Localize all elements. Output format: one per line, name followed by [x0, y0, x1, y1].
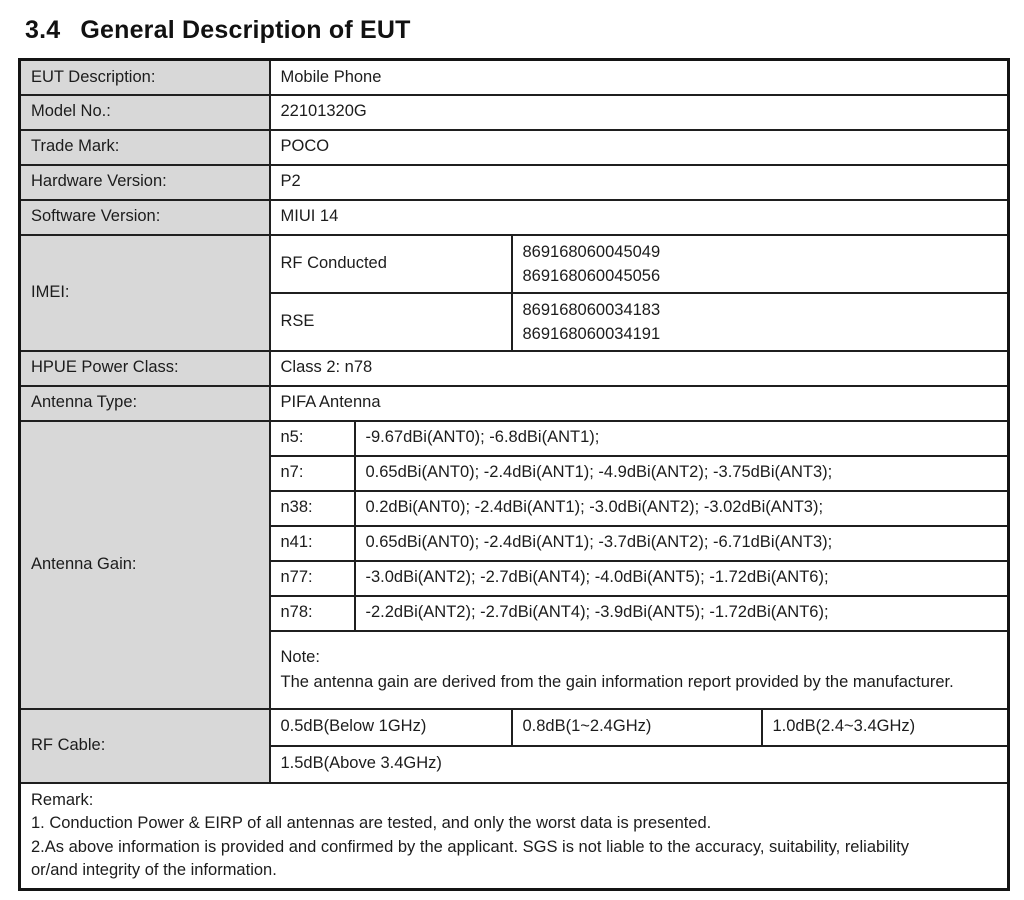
trade-mark-label: Trade Mark: [20, 130, 270, 165]
hardware-version-label: Hardware Version: [20, 165, 270, 200]
gain-values-n5: -9.67dBi(ANT0); -6.8dBi(ANT1); [355, 421, 1009, 456]
imei-rf-conducted-values [512, 235, 1009, 293]
gain-values-n7: 0.65dBi(ANT0); -2.4dBi(ANT1); -4.9dBi(ANT2); -3.75dBi(ANT3); [355, 456, 1009, 491]
gain-band-n77: n77: [270, 561, 355, 596]
gain-band-n41: n41: [270, 526, 355, 561]
imei-number: 869168060045049 [522, 242, 661, 261]
table-row-imei-rf-conducted [20, 235, 1009, 293]
imei-rse-type: RSE [270, 293, 512, 351]
table-row-trade-mark [20, 130, 1009, 165]
software-version-value: MIUI 14 [270, 200, 1009, 235]
rf-cable-2-4-3-4ghz: 1.0dB(2.4~3.4GHz) [762, 709, 1009, 746]
trade-mark-value: POCO [270, 130, 1009, 165]
antenna-gain-label: Antenna Gain: [20, 421, 270, 709]
table-row-software-version [20, 200, 1009, 235]
hpue-power-class-label: HPUE Power Class: [20, 351, 270, 386]
imei-rse-values [512, 293, 1009, 351]
table-row-rf-cable-1 [20, 709, 1009, 746]
imei-number: 869168060034191 [522, 324, 661, 343]
hpue-power-class-value: Class 2: n78 [270, 351, 1009, 386]
imei-rf-conducted-type: RF Conducted [270, 235, 512, 293]
table-row-model-no [20, 95, 1009, 130]
section-number: 3.4 [25, 16, 61, 44]
imei-label: IMEI: [20, 235, 270, 351]
remark-item-1: 1. Conduction Power & EIRP of all antennas are tested, and only the worst data is presented. [31, 814, 712, 832]
imei-number: 869168060034183 [522, 300, 661, 319]
note-body: The antenna gain are derived from the gain information report provided by the manufacturer. [280, 672, 954, 691]
remark-title: Remark: [31, 790, 94, 809]
antenna-type-value: PIFA Antenna [270, 386, 1009, 421]
gain-band-n78: n78: [270, 596, 355, 631]
hardware-version-value: P2 [270, 165, 1009, 200]
section-title-text: General Description of EUT [80, 16, 411, 44]
gain-values-n38: 0.2dBi(ANT0); -2.4dBi(ANT1); -3.0dBi(ANT2); -3.02dBi(ANT3); [355, 491, 1009, 526]
rf-cable-below-1ghz: 0.5dB(Below 1GHz) [270, 709, 512, 746]
model-no-label: Model No.: [20, 95, 270, 130]
gain-band-n38: n38: [270, 491, 355, 526]
gain-values-n77: -3.0dBi(ANT2); -2.7dBi(ANT4); -4.0dBi(ANT5); -1.72dBi(ANT6); [355, 561, 1009, 596]
antenna-gain-note [270, 631, 1009, 709]
table-row-hpue-power-class [20, 351, 1009, 386]
rf-cable-above-3-4ghz: 1.5dB(Above 3.4GHz) [270, 746, 1009, 783]
remark-item-2: 2.As above information is provided and confirmed by the applicant. SGS is not liable to the accuracy, suitability, reliability or/and integrity of the information. [31, 837, 910, 879]
model-no-value: 22101320G [270, 95, 1009, 130]
table-row-hardware-version [20, 165, 1009, 200]
gain-band-n5: n5: [270, 421, 355, 456]
table-row-remark [20, 783, 1009, 890]
table-row-eut-description [20, 60, 1009, 95]
eut-description-label: EUT Description: [20, 60, 270, 95]
table-row-antenna-type [20, 386, 1009, 421]
eut-description-table [18, 58, 1010, 891]
imei-number: 869168060045056 [522, 266, 661, 285]
table-row-gain-n5 [20, 421, 1009, 456]
antenna-type-label: Antenna Type: [20, 386, 270, 421]
page-title [25, 16, 1010, 45]
remark-block [20, 783, 1009, 890]
software-version-label: Software Version: [20, 200, 270, 235]
eut-description-value: Mobile Phone [270, 60, 1009, 95]
rf-cable-label: RF Cable: [20, 709, 270, 783]
gain-values-n78: -2.2dBi(ANT2); -2.7dBi(ANT4); -3.9dBi(ANT5); -1.72dBi(ANT6); [355, 596, 1009, 631]
gain-band-n7: n7: [270, 456, 355, 491]
note-title: Note: [280, 647, 320, 666]
rf-cable-1-2-4ghz: 0.8dB(1~2.4GHz) [512, 709, 762, 746]
gain-values-n41: 0.65dBi(ANT0); -2.4dBi(ANT1); -3.7dBi(ANT2); -6.71dBi(ANT3); [355, 526, 1009, 561]
